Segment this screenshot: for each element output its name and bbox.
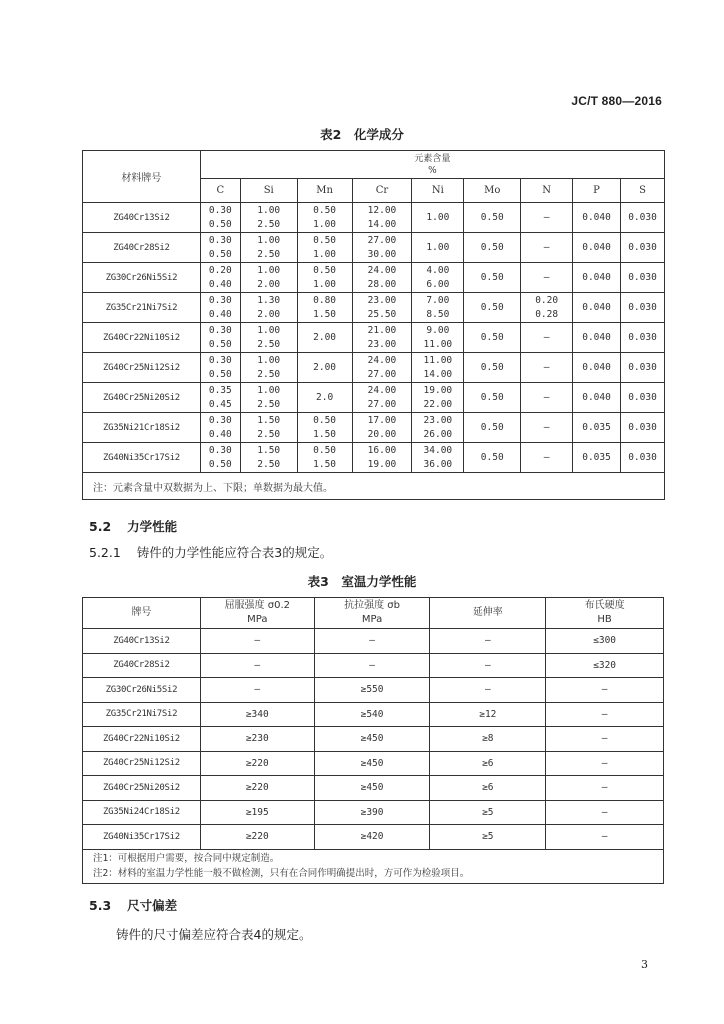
property-value-cell: — bbox=[546, 825, 664, 850]
range-upper-value: 0.28 bbox=[535, 308, 559, 320]
composition-max-cell: 0.035 bbox=[573, 413, 621, 443]
composition-max-cell: — bbox=[521, 203, 573, 233]
column-header bbox=[200, 598, 314, 629]
composition-max-cell: 0.50 bbox=[464, 323, 521, 353]
property-value-cell: — bbox=[430, 678, 546, 703]
composition-max-cell: 0.040 bbox=[573, 233, 621, 263]
material-grade-header: 材料牌号 bbox=[83, 151, 201, 203]
range-upper-value: 0.50 bbox=[208, 458, 232, 470]
composition-range-cell bbox=[352, 323, 412, 353]
clause-5-2-1-text: 铸件的力学性能应符合表3的规定。 bbox=[136, 545, 333, 560]
range-upper-value: 2.50 bbox=[257, 218, 281, 230]
composition-max-cell: 0.040 bbox=[573, 383, 621, 413]
range-upper-value: 27.00 bbox=[367, 368, 397, 380]
range-lower-value: 11.00 bbox=[423, 354, 453, 366]
property-value-cell: — bbox=[314, 629, 430, 654]
composition-max-cell: — bbox=[521, 443, 573, 473]
property-value-cell: ≥5 bbox=[430, 825, 546, 850]
range-lower-value: 12.00 bbox=[367, 204, 397, 216]
property-value-cell: ≤300 bbox=[546, 629, 664, 654]
range-upper-value: 1.00 bbox=[313, 248, 337, 260]
composition-max-cell: — bbox=[521, 413, 573, 443]
table-row bbox=[83, 727, 664, 752]
range-lower-value: 1.00 bbox=[257, 234, 281, 246]
table3-notes bbox=[83, 849, 664, 883]
range-upper-value: 2.50 bbox=[257, 428, 281, 440]
range-upper-value: 30.00 bbox=[367, 248, 397, 260]
table3-caption: 表3 室温力学性能 bbox=[307, 574, 417, 589]
range-upper-value: 26.00 bbox=[423, 428, 453, 440]
composition-range-cell bbox=[240, 443, 297, 473]
range-lower-value: 0.30 bbox=[208, 204, 232, 216]
composition-range-cell bbox=[412, 383, 464, 413]
composition-max-cell: 0.50 bbox=[464, 443, 521, 473]
range-upper-value: 0.50 bbox=[208, 338, 232, 350]
range-lower-value: 0.30 bbox=[208, 324, 232, 336]
property-value-cell: ≥220 bbox=[200, 751, 314, 776]
property-value-cell: ≥12 bbox=[430, 702, 546, 727]
range-lower-value: 1.00 bbox=[257, 264, 281, 276]
column-header bbox=[430, 598, 546, 629]
property-value-cell: — bbox=[200, 678, 314, 703]
range-lower-value: 4.00 bbox=[426, 264, 450, 276]
composition-max-cell: — bbox=[521, 233, 573, 263]
material-grade-cell: ZG40Cr25Ni12Si2 bbox=[83, 751, 201, 776]
composition-max-cell: 0.030 bbox=[621, 233, 665, 263]
material-grade-cell: ZG40Cr25Ni12Si2 bbox=[83, 353, 201, 383]
property-value-cell: ≥450 bbox=[314, 727, 430, 752]
range-upper-value: 2.50 bbox=[257, 368, 281, 380]
range-lower-value: 24.00 bbox=[367, 264, 397, 276]
range-upper-value: 2.00 bbox=[257, 278, 281, 290]
range-lower-value: 0.80 bbox=[313, 294, 337, 306]
element-header-s: S bbox=[621, 179, 665, 203]
element-header-ni: Ni bbox=[412, 179, 464, 203]
section-5-3-title: 尺寸偏差 bbox=[127, 898, 178, 913]
section-5-3-number: 5.3 bbox=[89, 898, 112, 913]
material-grade-cell: ZG40Cr13Si2 bbox=[83, 629, 201, 654]
range-upper-value: 0.40 bbox=[208, 278, 232, 290]
composition-range-cell bbox=[412, 323, 464, 353]
composition-range-cell bbox=[352, 293, 412, 323]
range-lower-value: 0.50 bbox=[313, 204, 337, 216]
composition-range-cell bbox=[352, 413, 412, 443]
element-content-header bbox=[200, 151, 664, 179]
table-row bbox=[83, 443, 665, 473]
range-lower-value: 0.30 bbox=[208, 354, 232, 366]
property-value-cell: — bbox=[200, 653, 314, 678]
composition-range-cell bbox=[297, 263, 352, 293]
table-row bbox=[83, 383, 665, 413]
composition-range-cell bbox=[200, 263, 240, 293]
composition-max-cell: 0.50 bbox=[464, 383, 521, 413]
range-upper-value: 2.50 bbox=[257, 458, 281, 470]
composition-max-cell: 0.030 bbox=[621, 203, 665, 233]
column-header bbox=[546, 598, 664, 629]
range-upper-value: 14.00 bbox=[423, 368, 453, 380]
column-header-unit: MPa bbox=[247, 614, 268, 625]
composition-max-cell: 0.50 bbox=[464, 233, 521, 263]
material-grade-cell: ZG35Ni21Cr18Si2 bbox=[83, 413, 201, 443]
range-upper-value: 1.50 bbox=[313, 428, 337, 440]
section-5-2-number: 5.2 bbox=[89, 519, 112, 534]
range-lower-value: 19.00 bbox=[423, 384, 453, 396]
composition-max-cell: — bbox=[521, 353, 573, 383]
material-grade-cell: ZG35Cr21Ni7Si2 bbox=[83, 293, 201, 323]
composition-max-cell: 0.040 bbox=[573, 263, 621, 293]
property-value-cell: ≥450 bbox=[314, 751, 430, 776]
composition-range-cell bbox=[240, 233, 297, 263]
range-lower-value: 23.00 bbox=[423, 414, 453, 426]
range-upper-value: 2.50 bbox=[257, 398, 281, 410]
table-row bbox=[83, 293, 665, 323]
range-lower-value: 1.00 bbox=[257, 204, 281, 216]
composition-range-cell bbox=[352, 443, 412, 473]
range-lower-value: 0.50 bbox=[313, 414, 337, 426]
composition-max-cell: 1.00 bbox=[412, 233, 464, 263]
composition-max-cell: 0.50 bbox=[464, 413, 521, 443]
property-value-cell: ≥390 bbox=[314, 800, 430, 825]
table-note-row bbox=[83, 849, 664, 883]
composition-max-cell: 0.040 bbox=[573, 323, 621, 353]
range-lower-value: 17.00 bbox=[367, 414, 397, 426]
range-upper-value: 25.50 bbox=[367, 308, 397, 320]
composition-range-cell bbox=[352, 263, 412, 293]
material-grade-cell: ZG40Ni35Cr17Si2 bbox=[83, 443, 201, 473]
composition-max-cell: — bbox=[521, 383, 573, 413]
property-value-cell: — bbox=[430, 629, 546, 654]
range-lower-value: 0.50 bbox=[313, 234, 337, 246]
range-upper-value: 14.00 bbox=[367, 218, 397, 230]
property-value-cell: ≥550 bbox=[314, 678, 430, 703]
column-header-label: 布氏硬度 bbox=[584, 600, 625, 611]
property-value-cell: — bbox=[200, 629, 314, 654]
property-value-cell: — bbox=[546, 776, 664, 801]
composition-max-cell: — bbox=[521, 263, 573, 293]
composition-max-cell: 2.00 bbox=[297, 353, 352, 383]
material-grade-cell: ZG40Cr25Ni20Si2 bbox=[83, 383, 201, 413]
range-lower-value: 16.00 bbox=[367, 444, 397, 456]
range-upper-value: 0.50 bbox=[208, 218, 232, 230]
range-upper-value: 36.00 bbox=[423, 458, 453, 470]
range-lower-value: 0.50 bbox=[313, 444, 337, 456]
range-upper-value: 20.00 bbox=[367, 428, 397, 440]
composition-max-cell: 0.030 bbox=[621, 443, 665, 473]
material-grade-cell: ZG40Cr28Si2 bbox=[83, 233, 201, 263]
property-value-cell: ≥6 bbox=[430, 776, 546, 801]
composition-range-cell bbox=[240, 293, 297, 323]
range-upper-value: 2.50 bbox=[257, 338, 281, 350]
table-row bbox=[83, 751, 664, 776]
table-row bbox=[83, 353, 665, 383]
composition-max-cell: 0.035 bbox=[573, 443, 621, 473]
material-grade-cell: ZG30Cr26Ni5Si2 bbox=[83, 678, 201, 703]
property-value-cell: ≥420 bbox=[314, 825, 430, 850]
composition-max-cell: 2.00 bbox=[297, 323, 352, 353]
range-lower-value: 1.30 bbox=[257, 294, 281, 306]
range-upper-value: 2.50 bbox=[257, 248, 281, 260]
composition-range-cell bbox=[412, 353, 464, 383]
range-upper-value: 0.50 bbox=[208, 368, 232, 380]
property-value-cell: — bbox=[546, 678, 664, 703]
table-row bbox=[83, 776, 664, 801]
composition-range-cell bbox=[297, 413, 352, 443]
element-header-n: N bbox=[521, 179, 573, 203]
page-number: 3 bbox=[641, 958, 648, 971]
range-lower-value: 7.00 bbox=[426, 294, 450, 306]
range-upper-value: 28.00 bbox=[367, 278, 397, 290]
composition-max-cell: 0.030 bbox=[621, 293, 665, 323]
composition-range-cell bbox=[352, 353, 412, 383]
range-lower-value: 9.00 bbox=[426, 324, 450, 336]
composition-range-cell bbox=[200, 443, 240, 473]
range-upper-value: 23.00 bbox=[367, 338, 397, 350]
material-grade-cell: ZG40Cr22Ni10Si2 bbox=[83, 727, 201, 752]
table-row bbox=[83, 653, 664, 678]
table-row bbox=[83, 702, 664, 727]
table3-note-line: 注2：材料的室温力学性能一般不做检测，只有在合同作明确提出时，方可作为检验项目。 bbox=[93, 867, 470, 879]
composition-range-cell bbox=[240, 323, 297, 353]
range-lower-value: 27.00 bbox=[367, 234, 397, 246]
property-value-cell: ≥220 bbox=[200, 776, 314, 801]
material-grade-cell: ZG35Cr21Ni7Si2 bbox=[83, 702, 201, 727]
range-upper-value: 1.00 bbox=[313, 218, 337, 230]
property-value-cell: ≥6 bbox=[430, 751, 546, 776]
clause-5-2-1 bbox=[89, 543, 332, 561]
chemical-composition-table bbox=[82, 150, 665, 500]
composition-max-cell: 0.030 bbox=[621, 263, 665, 293]
range-lower-value: 1.00 bbox=[257, 324, 281, 336]
clause-5-2-1-number: 5.2.1 bbox=[89, 545, 121, 560]
column-header bbox=[83, 598, 201, 629]
range-upper-value: 22.00 bbox=[423, 398, 453, 410]
table-row bbox=[83, 413, 665, 443]
range-upper-value: 8.50 bbox=[426, 308, 450, 320]
composition-range-cell bbox=[412, 263, 464, 293]
section-5-2-heading bbox=[89, 517, 177, 535]
range-lower-value: 34.00 bbox=[423, 444, 453, 456]
section-5-2-title: 力学性能 bbox=[127, 519, 178, 534]
table-row bbox=[83, 825, 664, 850]
column-header bbox=[314, 598, 430, 629]
composition-range-cell bbox=[297, 443, 352, 473]
table-row bbox=[83, 263, 665, 293]
property-value-cell: ≥340 bbox=[200, 702, 314, 727]
range-upper-value: 1.50 bbox=[313, 458, 337, 470]
composition-max-cell: 0.030 bbox=[621, 323, 665, 353]
range-lower-value: 1.50 bbox=[257, 414, 281, 426]
element-header-cr: Cr bbox=[352, 179, 412, 203]
property-value-cell: — bbox=[546, 800, 664, 825]
composition-range-cell bbox=[200, 383, 240, 413]
range-lower-value: 0.35 bbox=[208, 384, 232, 396]
composition-range-cell bbox=[240, 383, 297, 413]
property-value-cell: ≥195 bbox=[200, 800, 314, 825]
element-header-mo: Mo bbox=[464, 179, 521, 203]
column-header-unit: HB bbox=[597, 614, 612, 625]
range-lower-value: 24.00 bbox=[367, 354, 397, 366]
element-header-si: Si bbox=[240, 179, 297, 203]
range-upper-value: 0.50 bbox=[208, 248, 232, 260]
composition-max-cell: 0.040 bbox=[573, 203, 621, 233]
range-upper-value: 11.00 bbox=[423, 338, 453, 350]
composition-max-cell: 0.50 bbox=[464, 353, 521, 383]
range-upper-value: 27.00 bbox=[367, 398, 397, 410]
range-lower-value: 1.00 bbox=[257, 354, 281, 366]
range-lower-value: 23.00 bbox=[367, 294, 397, 306]
property-value-cell: — bbox=[314, 653, 430, 678]
composition-max-cell: 0.040 bbox=[573, 293, 621, 323]
range-lower-value: 1.00 bbox=[257, 384, 281, 396]
table-note-row bbox=[83, 473, 665, 500]
table2-caption: 表2 化学成分 bbox=[320, 127, 404, 142]
range-upper-value: 2.00 bbox=[257, 308, 281, 320]
column-header-unit: MPa bbox=[361, 614, 383, 625]
range-upper-value: 1.00 bbox=[313, 278, 337, 290]
table-row bbox=[83, 323, 665, 353]
composition-range-cell bbox=[352, 383, 412, 413]
property-value-cell: ≥5 bbox=[430, 800, 546, 825]
range-lower-value: 1.50 bbox=[257, 444, 281, 456]
property-value-cell: ≤320 bbox=[546, 653, 664, 678]
range-lower-value: 0.20 bbox=[535, 294, 559, 306]
composition-range-cell bbox=[412, 413, 464, 443]
composition-range-cell bbox=[200, 293, 240, 323]
element-content-unit: % bbox=[428, 165, 437, 176]
composition-range-cell bbox=[297, 293, 352, 323]
composition-range-cell bbox=[240, 263, 297, 293]
composition-max-cell: 1.00 bbox=[412, 203, 464, 233]
composition-range-cell bbox=[200, 203, 240, 233]
column-header-label: 抗拉强度 σb bbox=[344, 600, 400, 611]
range-lower-value: 0.50 bbox=[313, 264, 337, 276]
section-5-3-heading bbox=[89, 896, 177, 914]
range-lower-value: 21.00 bbox=[367, 324, 397, 336]
composition-range-cell bbox=[297, 233, 352, 263]
material-grade-cell: ZG40Cr25Ni20Si2 bbox=[83, 776, 201, 801]
property-value-cell: — bbox=[430, 653, 546, 678]
table2-note: 注：元素含量中双数据为上、下限；单数据为最大值。 bbox=[83, 473, 665, 500]
element-header-c: C bbox=[200, 179, 240, 203]
range-lower-value: 0.20 bbox=[208, 264, 232, 276]
composition-range-cell bbox=[200, 323, 240, 353]
composition-max-cell: 0.030 bbox=[621, 383, 665, 413]
material-grade-cell: ZG40Cr22Ni10Si2 bbox=[83, 323, 201, 353]
section-5-3-body: 铸件的尺寸偏差应符合表4的规定。 bbox=[116, 927, 312, 942]
range-lower-value: 0.30 bbox=[208, 294, 232, 306]
element-header-p: P bbox=[573, 179, 621, 203]
property-value-cell: ≥8 bbox=[430, 727, 546, 752]
composition-max-cell: 0.50 bbox=[464, 263, 521, 293]
element-content-label: 元素含量 bbox=[414, 153, 451, 164]
composition-max-cell: 0.030 bbox=[621, 413, 665, 443]
property-value-cell: ≥230 bbox=[200, 727, 314, 752]
composition-range-cell bbox=[240, 413, 297, 443]
composition-range-cell bbox=[240, 203, 297, 233]
composition-max-cell: 0.50 bbox=[464, 203, 521, 233]
range-lower-value: 24.00 bbox=[367, 384, 397, 396]
range-upper-value: 0.40 bbox=[208, 428, 232, 440]
material-grade-cell: ZG40Ni35Cr17Si2 bbox=[83, 825, 201, 850]
composition-range-cell bbox=[352, 203, 412, 233]
column-header-label: 牌号 bbox=[131, 607, 152, 618]
composition-range-cell bbox=[297, 203, 352, 233]
range-lower-value: 0.30 bbox=[208, 444, 232, 456]
property-value-cell: ≥450 bbox=[314, 776, 430, 801]
property-value-cell: ≥540 bbox=[314, 702, 430, 727]
composition-range-cell bbox=[412, 443, 464, 473]
table-row bbox=[83, 629, 664, 654]
composition-range-cell bbox=[200, 353, 240, 383]
range-lower-value: 0.30 bbox=[208, 414, 232, 426]
composition-range-cell bbox=[521, 293, 573, 323]
composition-max-cell: 0.030 bbox=[621, 353, 665, 383]
column-header-label: 屈服强度 σ0.2 bbox=[224, 600, 290, 611]
range-upper-value: 6.00 bbox=[426, 278, 450, 290]
range-lower-value: 0.30 bbox=[208, 234, 232, 246]
composition-range-cell bbox=[200, 413, 240, 443]
table-row bbox=[83, 203, 665, 233]
material-grade-cell: ZG40Cr13Si2 bbox=[83, 203, 201, 233]
composition-max-cell: 0.50 bbox=[464, 293, 521, 323]
range-upper-value: 1.50 bbox=[313, 308, 337, 320]
element-header-mn: Mn bbox=[297, 179, 352, 203]
range-upper-value: 0.40 bbox=[208, 308, 232, 320]
composition-max-cell: 2.0 bbox=[297, 383, 352, 413]
composition-max-cell: 0.040 bbox=[573, 353, 621, 383]
property-value-cell: ≥220 bbox=[200, 825, 314, 850]
table-row bbox=[83, 678, 664, 703]
composition-max-cell: — bbox=[521, 323, 573, 353]
composition-range-cell bbox=[352, 233, 412, 263]
material-grade-cell: ZG30Cr26Ni5Si2 bbox=[83, 263, 201, 293]
table-row bbox=[83, 800, 664, 825]
range-upper-value: 19.00 bbox=[367, 458, 397, 470]
property-value-cell: — bbox=[546, 751, 664, 776]
composition-range-cell bbox=[412, 293, 464, 323]
material-grade-cell: ZG40Cr28Si2 bbox=[83, 653, 201, 678]
composition-range-cell bbox=[240, 353, 297, 383]
property-value-cell: — bbox=[546, 702, 664, 727]
standard-number: JC/T 880—2016 bbox=[571, 94, 662, 108]
composition-range-cell bbox=[200, 233, 240, 263]
table-row bbox=[83, 233, 665, 263]
range-upper-value: 0.45 bbox=[208, 398, 232, 410]
material-grade-cell: ZG35Ni24Cr18Si2 bbox=[83, 800, 201, 825]
mechanical-properties-table bbox=[82, 597, 664, 884]
column-header-label: 延伸率 bbox=[472, 607, 503, 618]
property-value-cell: — bbox=[546, 727, 664, 752]
table3-note-line: 注1：可根据用户需要，按合同中规定制造。 bbox=[93, 852, 280, 864]
